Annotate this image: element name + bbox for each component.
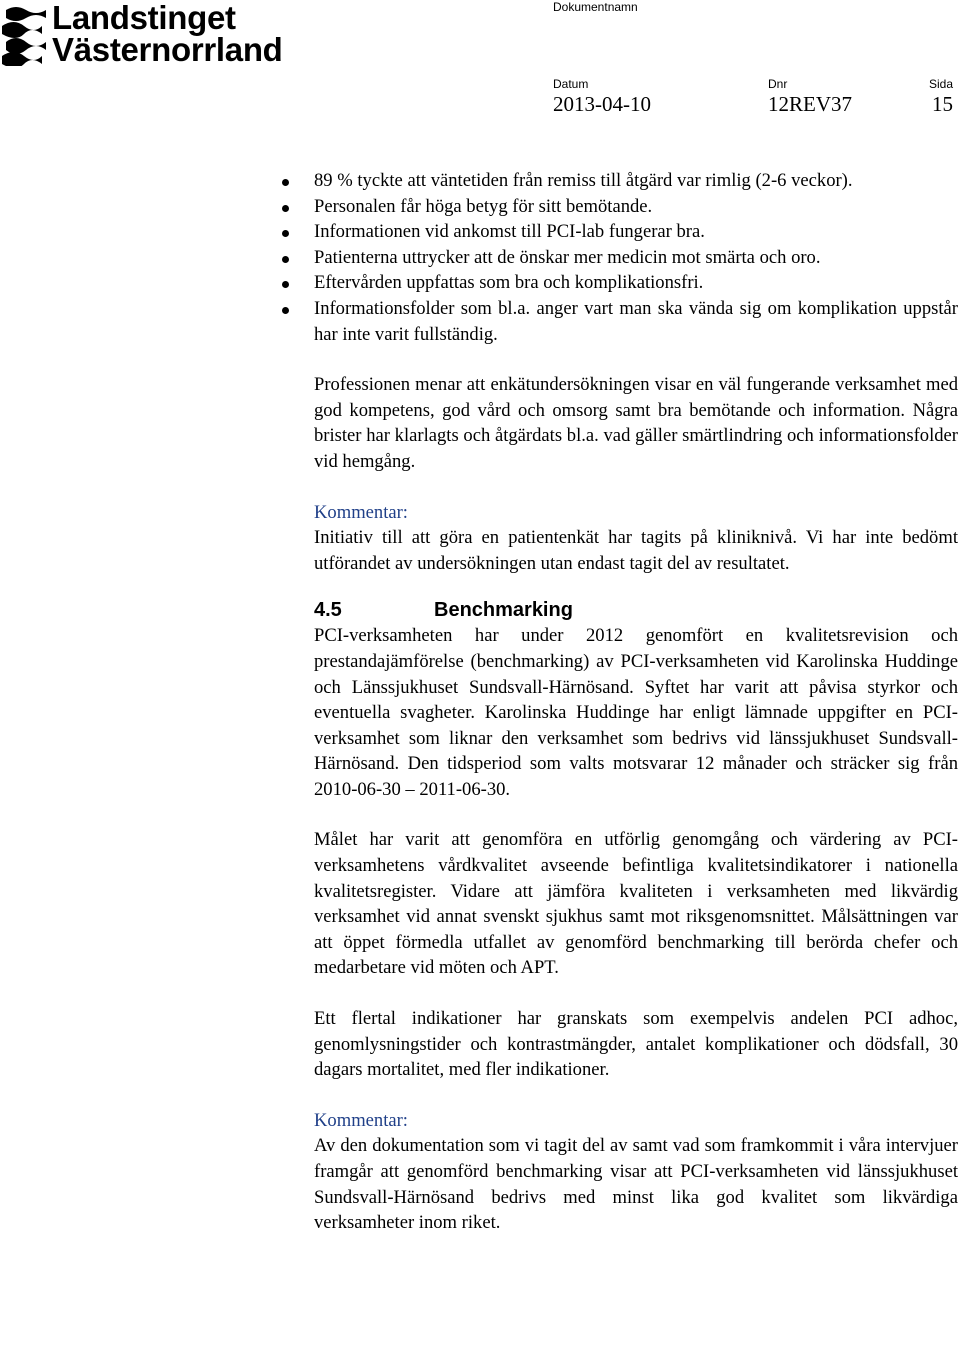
section-number: 4.5 xyxy=(314,599,342,622)
date-label: Datum xyxy=(553,77,589,91)
bullet-icon xyxy=(282,230,289,237)
bullet-icon xyxy=(282,307,289,314)
bullet-icon xyxy=(282,281,289,288)
logo-line-2: Västernorrland xyxy=(52,31,283,68)
bullet-icon xyxy=(282,205,289,212)
document-name-label: Dokumentnamn xyxy=(553,0,638,14)
comment-label: Kommentar: xyxy=(314,1109,408,1131)
date-value: 2013-04-10 xyxy=(553,92,651,116)
paragraph-profession: Professionen menar att enkätundersökningen visar en väl fungerande verksamhet med god kompetens, god vård och omsorg samt bra bemötande och information. Några brister har klarlagts och åtgärdats bl.a. vad gäller smärtlindring och informationsfolder vid hemgång. xyxy=(314,374,958,472)
list-item: Personalen får höga betyg för sitt bemötande. xyxy=(248,194,958,220)
comment-label: Kommentar: xyxy=(314,501,408,523)
page-label: Sida xyxy=(929,77,954,91)
paragraph-indications: Ett flertal indikationer har granskats som exempelvis andelen PCI adhoc, genomlysningstider och kontrastmängder, antalet komplikationer och dödsfall, 30 dagars mortalitet, med fler indikationer. xyxy=(314,1008,958,1081)
dnr-value: 12REV37 xyxy=(768,92,852,116)
logo-emblem-icon xyxy=(2,4,46,66)
list-item: Informationsfolder som bl.a. anger vart man ska vända sig om komplikation uppstår har inte varit fullständig. xyxy=(248,296,958,347)
comment-paragraph: Initiativ till att göra en patientenkät har tagits på kliniknivå. Vi har inte bedömt utförandet av undersökningen utan endast tagit del av resultatet. xyxy=(314,527,958,574)
comment-paragraph: Av den dokumentation som vi tagit del av samt vad som framkommit i våra intervjuer framgår att genomförd benchmarking visar att PCI-verksamheten vid länssjukhuset Sundsvall-Härnösand bedrivs med minst lika god kvalitet som likvärdiga verksamheter inom riket. xyxy=(314,1135,958,1234)
logo-text xyxy=(52,2,283,66)
dnr-label: Dnr xyxy=(768,77,788,91)
bullet-icon xyxy=(282,256,289,263)
page-number: 15 xyxy=(932,92,953,116)
paragraph-benchmarking: PCI-verksamheten har under 2012 genomfört en kvalitetsrevision och prestandajämförelse (benchmarking) av PCI-verksamheten vid Karolinska Huddinge och Länssjukhuset Sundsvall-Härnösand. Syftet har varit att påvisa styrkor och eventuella svagheter. Karolinska Huddinge har enligt lämnade uppgifter en PCI-verksamhet som liknar den verksamhet som bedrivs vid länssjukhuset Sundsvall-Härnösand. Den tidsperiod som valts motsvarar 12 månader och sträcker sig från 2010-06-30 – 2011-06-30. xyxy=(314,625,958,800)
bullet-icon xyxy=(282,179,289,186)
list-item: Eftervården uppfattas som bra och komplikationsfri. xyxy=(248,270,958,296)
document-body xyxy=(314,168,958,1236)
list-item: 89 % tyckte att väntetiden från remiss till åtgärd var rimlig (2-6 veckor). xyxy=(248,168,958,194)
logo xyxy=(2,2,283,68)
section-title: Benchmarking xyxy=(434,599,573,622)
paragraph-goal: Målet har varit att genomföra en utförlig genomgång och värdering av PCI-verksamhetens vårdkvalitet avseende befintliga kvalitetsindikatorer i nationella kvalitetsregister. Vidare att jämföra kvaliteten i verksamheten med likvärdig verksamhet vid annat svenskt sjukhus samt mot riksgenomsnittet. Målsättningen var att öppet förmedla utfallet av genomförd benchmarking till berörda chefer och medarbetare vid möten och APT. xyxy=(314,829,958,979)
section-heading xyxy=(314,598,958,623)
findings-list xyxy=(314,168,958,347)
logo-line-1: Landstinget xyxy=(52,0,236,36)
list-item: Patienterna uttrycker att de önskar mer medicin mot smärta och oro. xyxy=(248,245,958,271)
list-item: Informationen vid ankomst till PCI-lab fungerar bra. xyxy=(248,219,958,245)
